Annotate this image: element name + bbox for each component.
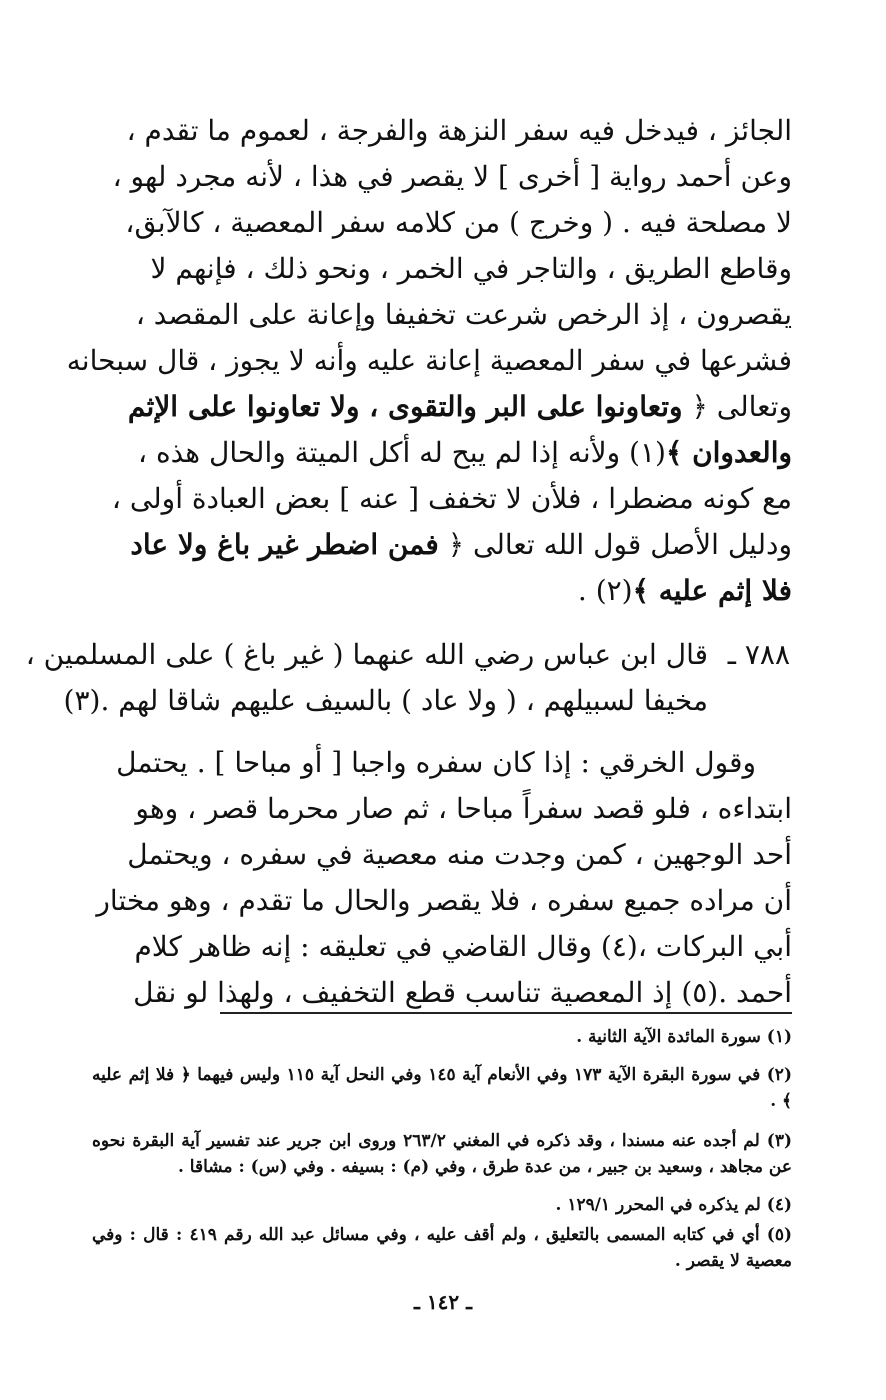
entry-line-2: مخيفا لسبيلهم ، ( ولا عاد ) بالسيف عليهم شاقا لهم .(٣) [63, 684, 708, 717]
para2-line-5: أبي البركات ،(٤) وقال القاضي في تعليقه : إنه ظاهر كلام [134, 930, 792, 963]
footnote-divider [220, 1012, 792, 1014]
quran-quote: والعدوان ﴾ [665, 436, 792, 469]
quran-quote: فمن اضطر غير باغ ولا عاد [130, 528, 439, 561]
quran-quote: فلا إثم عليه ﴾ [632, 574, 792, 607]
para2-line-1: وقول الخرقي : إذا كان سفره واجبا [ أو مباحا ] . يحتمل [116, 746, 756, 779]
para2-line-2: ابتداءه ، فلو قصد سفراً مباحا ، ثم صار محرما قصر ، وهو [135, 792, 792, 825]
footnote-2: (٢) في سورة البقرة الآية ١٧٣ وفي الأنعام آية ١٤٥ وفي النحل آية ١١٥ وليس فيهما ﴿ فلا إثم عليه ﴾ . [92, 1065, 792, 1111]
text-line-10 [130, 522, 792, 568]
text-line-8 [138, 430, 792, 476]
para2-line-6: أحمد .(٥) إذ المعصية تناسب قطع التخفيف ، ولهذا لو نقل [133, 976, 792, 1009]
text-line-4: وقاطع الطريق ، والتاجر في الخمر ، ونحو ذلك ، فإنهم لا [150, 252, 792, 285]
text-line-9: مع كونه مضطرا ، فلأن لا تخفف [ عنه ] بعض العبادة أولى ، [111, 482, 792, 515]
page-number: ـ ١٤٢ ـ [414, 1290, 472, 1314]
quran-quote: وتعاونوا على البر والتقوى ، ولا تعاونوا على الإثم [127, 390, 683, 423]
entry-number: ٧٨٨ ـ [727, 638, 790, 671]
text-segment: ودليل الأصل قول الله تعالى ﴿ [438, 528, 792, 561]
text-line-3: لا مصلحة فيه . ( وخرج ) من كلامه سفر المعصية ، كالآبق، [125, 206, 792, 239]
text-segment: وتعالى ﴿ [682, 390, 792, 423]
entry-line-1: قال ابن عباس رضي الله عنهما ( غير باغ ) على المسلمين ، [25, 638, 708, 671]
text-line-2: وعن أحمد رواية [ أخرى ] لا يقصر في هذا ، لأنه مجرد لهو ، [112, 160, 792, 193]
text-segment: (١) ولأنه إذا لم يبح له أكل الميتة والحال هذه ، [138, 436, 666, 469]
footnote-3: (٣) لم أجده عنه مسندا ، وقد ذكره في المغني ٢٦٣/٢ وروى ابن جرير عند تفسير آية البقرة نحوه عن مجاهد ، وسعيد بن جبير ، من عدة طرق ، وفي (م) : بسيفه . وفي (س) : مشاقا . [92, 1131, 792, 1177]
text-line-1: الجائز ، فيدخل فيه سفر النزهة والفرجة ، لعموم ما تقدم ، [126, 114, 792, 147]
text-segment: (٢) . [577, 574, 633, 607]
text-line-5: يقصرون ، إذ الرخص شرعت تخفيفا وإعانة على المقصد ، [135, 298, 792, 331]
para2-line-4: أن مراده جميع سفره ، فلا يقصر والحال ما تقدم ، وهو مختار [96, 884, 792, 917]
footnote-4: (٤) لم يذكره في المحرر ١٢٩/١ . [555, 1195, 792, 1215]
text-line-11 [578, 568, 792, 614]
para2-line-3: أحد الوجهين ، كمن وجدت منه معصية في سفره ، ويحتمل [127, 838, 792, 871]
footnote-5: (٥) أي في كتابه المسمى بالتعليق ، ولم أقف عليه ، وفي مسائل عبد الله رقم ٤١٩ : قال : وفي معصية لا يقصر . [92, 1225, 793, 1271]
text-line-6: فشرعها في سفر المعصية إعانة عليه وأنه لا يجوز ، قال سبحانه [66, 344, 792, 377]
footnote-1: (١) سورة المائدة الآية الثانية . [576, 1027, 792, 1047]
text-line-7 [128, 384, 792, 430]
